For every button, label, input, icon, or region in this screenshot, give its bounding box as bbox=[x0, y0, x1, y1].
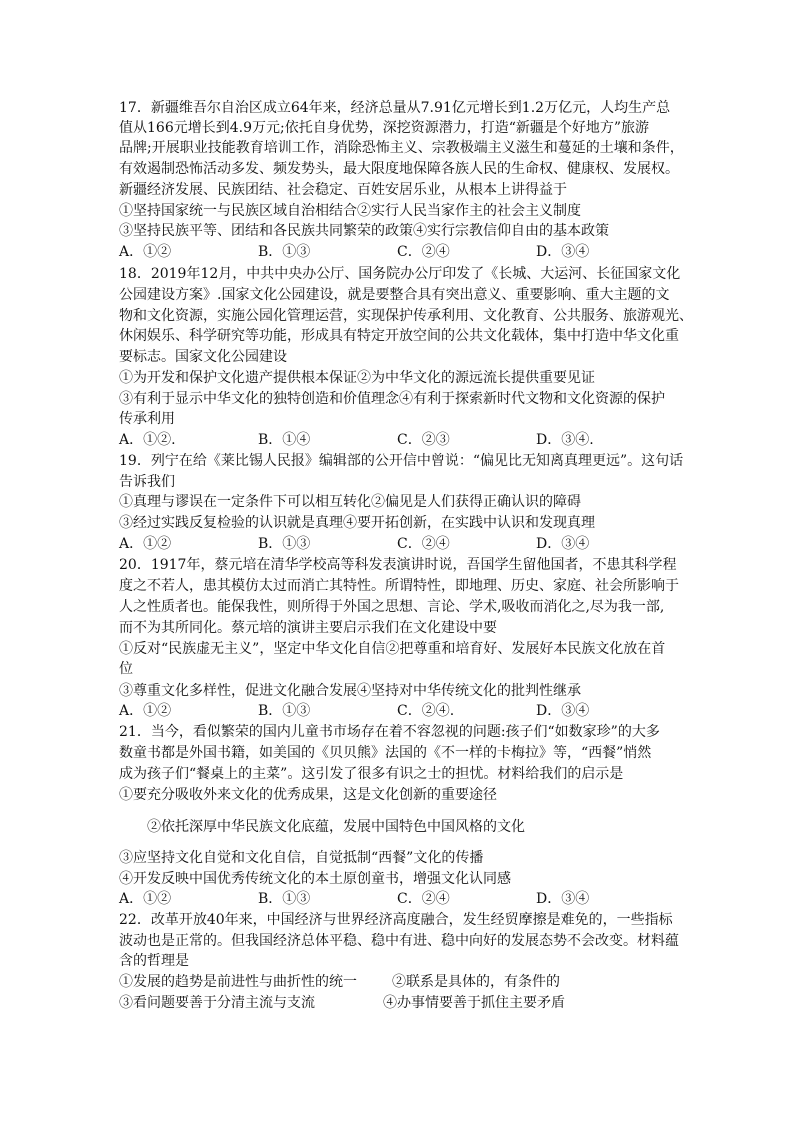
q20-option-b: B．①③ bbox=[258, 703, 311, 719]
q19-option-a: A．①② bbox=[119, 536, 172, 552]
q21-statement-4: ④开发反映中国优秀传统文化的本土原创童书，增强文化认同感 bbox=[119, 871, 511, 887]
q17-stem-line-4: 有效遏制恐怖活动多发、频发势头，最大限度地保障各族人民的生命权、健康权、发展权。 bbox=[119, 161, 679, 177]
q18-option-c: C．②③ bbox=[397, 432, 450, 448]
q17-stem-line-3: 品牌;开展职业技能教育培训工作，消除恐怖主义、宗教极端主义滋生和蔓延的土壤和条件， bbox=[119, 140, 684, 156]
q22-statement-4: ④办事情要善于抓住主要矛盾 bbox=[383, 995, 565, 1011]
q18-stem-line-1: 18．2019年12月，中共中央办公厅、国务院办公厅印发了《长城、大运河、长征国家文化 bbox=[119, 266, 681, 282]
q21-statement-3: ③应坚持文化自觉和文化自信，自觉抵制“西餐”文化的传播 bbox=[119, 850, 484, 866]
q22-stem-line-3: 含的哲理是 bbox=[119, 953, 189, 969]
q17-option-b: B．①③ bbox=[258, 244, 311, 260]
q17-option-d: D．③④ bbox=[536, 244, 590, 260]
q20-statement-12: ①反对“民族虚无主义”，坚定中华文化自信②把尊重和培育好、发展好本民族文化放在首 bbox=[119, 641, 666, 657]
q17-statement-34: ③坚持民族平等、团结和各民族共同繁荣的政策④实行宗教信仰自由的基本政策 bbox=[119, 223, 609, 239]
q18-option-b: B．①④ bbox=[258, 432, 311, 448]
q20-option-c: C．②④. bbox=[397, 703, 455, 719]
q22-statement-2: ②联系是具体的，有条件的 bbox=[392, 974, 560, 990]
q21-option-c: C．②④ bbox=[397, 891, 450, 907]
q18-stem-line-5: 要标志。国家文化公园建设 bbox=[119, 349, 287, 365]
q18-stem-line-2: 公园建设方案》.国家文化公园建设，就是要整合具有突出意义、重要影响、重大主题的文 bbox=[119, 287, 670, 303]
q17-statement-12: ①坚持国家统一与民族区域自治相结合②实行人民当家作主的社会主义制度 bbox=[119, 203, 581, 219]
q21-stem-line-1: 21．当今，看似繁荣的国内儿童书市场存在着不容忽视的问题:孩子们“如数家珍”的大多 bbox=[119, 724, 660, 740]
q21-statement-2: ②依托深厚中华民族文化底蕴，发展中国特色中国风格的文化 bbox=[147, 819, 525, 835]
q21-option-b: B．①③ bbox=[258, 891, 311, 907]
q20-option-a: A．①② bbox=[119, 703, 172, 719]
q19-stem-line-1: 19．列宁在给《莱比锡人民报》编辑部的公开信中曾说：“偏见比无知离真理更远”。这句话 bbox=[119, 453, 684, 469]
q17-option-a: A．①② bbox=[119, 244, 172, 260]
q21-statement-1: ①要充分吸收外来文化的优秀成果，这是文化创新的重要途径 bbox=[119, 787, 497, 803]
q17-stem-line-5: 新疆经济发展、民族团结、社会稳定、百姓安居乐业，从根本上讲得益于 bbox=[119, 182, 567, 198]
q22-statement-1: ①发展的趋势是前进性与曲折性的统一 bbox=[119, 974, 357, 990]
q18-stem-line-3: 物和文化资源，实施公园化管理运营，实现保护传承利用、文化教育、公共服务、旅游观光、 bbox=[119, 308, 693, 324]
q17-stem-line-1: 17．新疆维吾尔自治区成立64年来，经济总量从7.91亿元增长到1.2万亿元，人均生产总 bbox=[119, 100, 671, 116]
q20-stem-line-2: 度之不若人，患其模仿太过而消亡其特性。所谓特性，即地理、历史、家庭、社会所影响于 bbox=[119, 578, 679, 594]
q18-option-a: A．①②. bbox=[119, 432, 176, 448]
q18-option-d: D．③④. bbox=[536, 432, 594, 448]
q21-option-d: D．③④ bbox=[536, 891, 590, 907]
q20-stem-line-4: 而不为其所同化。蔡元培的演讲主要启示我们在文化建设中要 bbox=[119, 620, 497, 636]
q22-statement-3: ③看问题要善于分清主流与支流 bbox=[119, 995, 315, 1011]
q20-stem-line-1: 20．1917年，蔡元培在清华学校高等科发表演讲时说，吾国学生留他国者，不患其科学程 bbox=[119, 557, 677, 573]
q20-statement-34: ③尊重文化多样性，促进文化融合发展④坚持对中华传统文化的批判性继承 bbox=[119, 683, 581, 699]
q17-option-c: C．②④ bbox=[397, 244, 450, 260]
q19-option-d: D．③④ bbox=[536, 536, 590, 552]
q22-stem-line-1: 22．改革开放40年来，中国经济与世界经济高度融合，发生经贸摩擦是难免的，一些指标 bbox=[119, 912, 673, 928]
q20-statement-12-cont: 位 bbox=[119, 661, 133, 677]
q18-stem-line-4: 休闲娱乐、科学研究等功能，形成具有特定开放空间的公共文化载体，集中打造中华文化重 bbox=[119, 328, 679, 344]
q19-statement-34: ③经过实践反复检验的认识就是真理④要开拓创新，在实践中认识和发现真理 bbox=[119, 515, 595, 531]
q20-option-d: D．③④ bbox=[536, 703, 590, 719]
q19-option-b: B．①③ bbox=[258, 536, 311, 552]
q21-stem-line-2: 数童书都是外国书籍，如美国的《贝贝熊》法国的《不一样的卡梅拉》等，“西餐”悄然 bbox=[119, 745, 652, 761]
q20-stem-line-3: 人之性质者也。能保我性，则所得于外国之思想、言论、学术,吸收而消化之,尽为我一部, bbox=[119, 599, 665, 615]
q21-stem-line-3: 成为孩子们“餐桌上的主菜”。这引发了很多有识之士的担忧。材料给我们的启示是 bbox=[119, 766, 624, 782]
q22-stem-line-2: 波动也是正常的。但我国经济总体平稳、稳中有进、稳中向好的发展态势不会改变。材料蕴 bbox=[119, 933, 679, 949]
q17-stem-line-2: 值从166元增长到4.9万元;依托自身优势，深挖资源潜力，打造“新疆是个好地方”旅游 bbox=[119, 120, 650, 136]
q18-statement-12: ①为开发和保护文化遗产提供根本保证②为中华文化的源远流长提供重要见证 bbox=[119, 370, 595, 386]
q18-statement-34: ③有利于显示中华文化的独特创造和价值理念④有利于探索新时代文物和文化资源的保护 bbox=[119, 391, 665, 407]
q19-statement-12: ①真理与谬误在一定条件下可以相互转化②偏见是人们获得正确认识的障碍 bbox=[119, 494, 581, 510]
q21-option-a: A．①② bbox=[119, 891, 172, 907]
q19-option-c: C．②④ bbox=[397, 536, 450, 552]
q18-statement-34-cont: 传承利用 bbox=[119, 411, 175, 427]
q19-stem-line-2: 告诉我们 bbox=[119, 474, 175, 490]
